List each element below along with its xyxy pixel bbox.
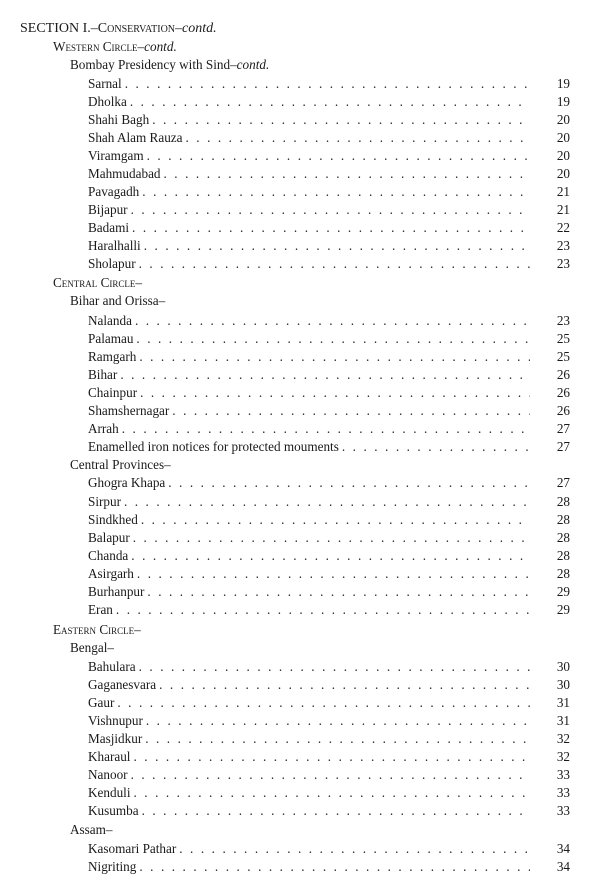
toc-entry[interactable] — [88, 255, 570, 273]
dot-leader — [131, 547, 530, 565]
entry-page: 26 — [556, 385, 570, 400]
entry-name: Sholapur — [88, 256, 136, 271]
entry-name: Sindkhed — [88, 512, 138, 527]
region-name: Bengal– — [70, 640, 114, 655]
dot-leader — [172, 402, 530, 420]
entry-name: Chanda — [88, 548, 129, 563]
entry-name: Kharaul — [88, 749, 131, 764]
circle-suffix: –contd. — [137, 39, 177, 54]
entry-name: Ghogra Khapa — [88, 475, 166, 490]
entry-page: 20 — [556, 166, 570, 181]
dot-leader — [179, 840, 530, 858]
entry-page: 31 — [556, 713, 570, 728]
dot-leader — [152, 111, 530, 129]
toc-entry[interactable] — [88, 111, 570, 129]
entry-name: Vishnupur — [88, 713, 143, 728]
toc-entry[interactable] — [88, 420, 570, 438]
circle-heading-central — [53, 274, 142, 292]
dot-leader — [145, 730, 530, 748]
toc-entry[interactable] — [88, 165, 570, 183]
section-title: Conservation — [97, 21, 176, 36]
toc-entry[interactable] — [88, 858, 570, 876]
entry-page: 34 — [556, 841, 570, 856]
circle-heading-eastern — [53, 621, 141, 639]
dot-leader — [130, 93, 530, 111]
entry-name: Kenduli — [88, 785, 131, 800]
entry-page: 32 — [556, 749, 570, 764]
dot-leader — [146, 712, 530, 730]
dot-leader — [139, 348, 530, 366]
entry-page: 26 — [556, 403, 570, 418]
entry-page: 20 — [556, 130, 570, 145]
toc-entry[interactable] — [88, 219, 570, 237]
toc-entry[interactable] — [88, 312, 570, 330]
dot-leader — [134, 784, 531, 802]
entry-page: 27 — [556, 439, 570, 454]
entry-name: Eran — [88, 602, 113, 617]
toc-entry[interactable] — [88, 766, 570, 784]
toc-entry[interactable] — [88, 493, 570, 511]
toc-entry[interactable] — [88, 730, 570, 748]
toc-entry[interactable] — [88, 601, 570, 619]
dot-leader — [139, 658, 530, 676]
entry-page: 31 — [556, 695, 570, 710]
toc-entry[interactable] — [88, 565, 570, 583]
entry-name: Asirgarh — [88, 566, 134, 581]
entry-page: 21 — [556, 202, 570, 217]
entry-page: 33 — [556, 767, 570, 782]
circle-suffix: – — [135, 275, 142, 290]
toc-entry[interactable] — [88, 402, 570, 420]
entry-name: Gaganesvara — [88, 677, 157, 692]
entry-name: Kusumba — [88, 803, 139, 818]
entry-page: 20 — [556, 112, 570, 127]
toc-entry[interactable] — [88, 201, 570, 219]
section-heading — [20, 21, 217, 37]
entry-name: Pavagadh — [88, 184, 140, 199]
region-heading-bombay — [70, 56, 269, 74]
entry-name: Bihar — [88, 367, 118, 382]
circle-suffix: – — [134, 622, 141, 637]
entry-page: 33 — [556, 803, 570, 818]
region-heading-bihar-orissa — [70, 292, 165, 310]
dot-leader — [144, 237, 530, 255]
dot-leader — [141, 511, 530, 529]
dot-leader — [117, 694, 530, 712]
entry-page: 27 — [556, 475, 570, 490]
entry-page: 21 — [556, 184, 570, 199]
toc-entry[interactable] — [88, 147, 570, 165]
dot-leader — [136, 330, 530, 348]
entry-page: 26 — [556, 367, 570, 382]
entry-name: Palamau — [88, 331, 134, 346]
dot-leader — [131, 201, 530, 219]
dot-leader — [164, 165, 530, 183]
entry-name: Enamelled iron notices for protected mouments — [88, 439, 339, 454]
toc-entry[interactable] — [88, 93, 570, 111]
region-heading-bengal — [70, 639, 114, 657]
region-suffix: –contd. — [230, 57, 270, 72]
dot-leader — [131, 766, 530, 784]
entry-name: Ramgarh — [88, 349, 137, 364]
circle-heading-western — [53, 38, 177, 56]
toc-entry[interactable] — [88, 366, 570, 384]
toc-entry[interactable] — [88, 529, 570, 547]
dot-leader — [168, 474, 530, 492]
circle-name: Western Circle — [53, 39, 138, 54]
toc-entry[interactable] — [88, 784, 570, 802]
toc-entry[interactable] — [88, 547, 570, 565]
entry-page: 30 — [556, 677, 570, 692]
toc-entry[interactable] — [88, 840, 570, 858]
dot-leader — [147, 147, 530, 165]
circle-name: Eastern Circle — [53, 622, 135, 637]
entry-page: 27 — [556, 421, 570, 436]
entry-page: 33 — [556, 785, 570, 800]
entry-name: Shamshernagar — [88, 403, 170, 418]
toc-entry[interactable] — [88, 802, 570, 820]
dot-leader — [139, 255, 530, 273]
toc-entry[interactable] — [88, 348, 570, 366]
entry-page: 19 — [556, 76, 570, 91]
dot-leader — [142, 183, 530, 201]
entry-name: Haralhalli — [88, 238, 141, 253]
entry-page: 29 — [556, 602, 570, 617]
entry-page: 20 — [556, 148, 570, 163]
toc-entry[interactable] — [88, 583, 570, 601]
entry-page: 28 — [556, 566, 570, 581]
region-heading-assam — [70, 821, 113, 839]
toc-entry[interactable] — [88, 237, 570, 255]
entry-name: Nalanda — [88, 313, 132, 328]
dot-leader — [133, 748, 530, 766]
dot-leader — [116, 601, 530, 619]
region-name: Central Provinces– — [70, 457, 171, 472]
toc-entry[interactable] — [88, 384, 570, 402]
entry-name: Arrah — [88, 421, 119, 436]
entry-name: Nanoor — [88, 767, 128, 782]
toc-entry[interactable] — [88, 694, 570, 712]
entry-page: 25 — [556, 331, 570, 346]
entry-name: Bahulara — [88, 659, 136, 674]
toc-entry[interactable] — [88, 330, 570, 348]
dot-leader — [142, 802, 530, 820]
entry-page: 23 — [556, 256, 570, 271]
section-separator: – — [90, 21, 98, 36]
entry-name: Nigriting — [88, 859, 137, 874]
dot-leader — [125, 75, 530, 93]
dot-leader — [133, 529, 530, 547]
toc-entry[interactable] — [88, 129, 570, 147]
entry-page: 28 — [556, 530, 570, 545]
dot-leader — [137, 565, 530, 583]
entry-name: Chainpur — [88, 385, 138, 400]
dot-leader — [140, 384, 530, 402]
region-name: Bihar and Orissa– — [70, 293, 166, 308]
entry-name: Burhanpur — [88, 584, 145, 599]
entry-page: 32 — [556, 731, 570, 746]
dot-leader — [120, 366, 530, 384]
entry-name: Shahi Bagh — [88, 112, 150, 127]
toc-entry[interactable] — [88, 676, 570, 694]
region-name: Bombay Presidency with Sind — [70, 57, 231, 72]
dot-leader — [135, 312, 530, 330]
entry-page: 28 — [556, 548, 570, 563]
toc-entry[interactable] — [88, 438, 570, 456]
dot-leader — [124, 493, 530, 511]
entry-name: Shah Alam Rauza — [88, 130, 183, 145]
toc-entry[interactable] — [88, 183, 570, 201]
entry-name: Sirpur — [88, 494, 121, 509]
dot-leader — [147, 583, 530, 601]
entry-page: 23 — [556, 313, 570, 328]
section-suffix: –contd. — [175, 21, 217, 36]
entry-page: 23 — [556, 238, 570, 253]
entry-name: Balapur — [88, 530, 130, 545]
entry-name: Mahmudabad — [88, 166, 161, 181]
dot-leader — [159, 676, 530, 694]
entry-name: Bijapur — [88, 202, 128, 217]
region-heading-central-provinces — [70, 456, 171, 474]
toc-entry[interactable] — [88, 474, 570, 492]
entry-page: 25 — [556, 349, 570, 364]
toc-entry[interactable] — [88, 75, 570, 93]
entry-name: Masjidkur — [88, 731, 143, 746]
dot-leader — [122, 420, 530, 438]
entry-name: Gaur — [88, 695, 115, 710]
toc-entry[interactable] — [88, 748, 570, 766]
section-label: SECTION I. — [20, 21, 91, 36]
entry-page: 28 — [556, 494, 570, 509]
toc-entry[interactable] — [88, 511, 570, 529]
dot-leader — [342, 438, 530, 456]
entry-name: Viramgam — [88, 148, 144, 163]
dot-leader — [132, 219, 530, 237]
entry-page: 34 — [556, 859, 570, 874]
entry-page: 30 — [556, 659, 570, 674]
region-name: Assam– — [70, 822, 113, 837]
entry-page: 28 — [556, 512, 570, 527]
dot-leader — [186, 129, 531, 147]
entry-page: 29 — [556, 584, 570, 599]
dot-leader — [139, 858, 530, 876]
circle-name: Central Circle — [53, 275, 136, 290]
entry-name: Sarnal — [88, 76, 122, 91]
toc-entry[interactable] — [88, 658, 570, 676]
entry-name: Dholka — [88, 94, 127, 109]
toc-entry[interactable] — [88, 712, 570, 730]
entry-page: 22 — [556, 220, 570, 235]
entry-name: Badami — [88, 220, 130, 235]
entry-page: 19 — [556, 94, 570, 109]
entry-name: Kasomari Pathar — [88, 841, 177, 856]
